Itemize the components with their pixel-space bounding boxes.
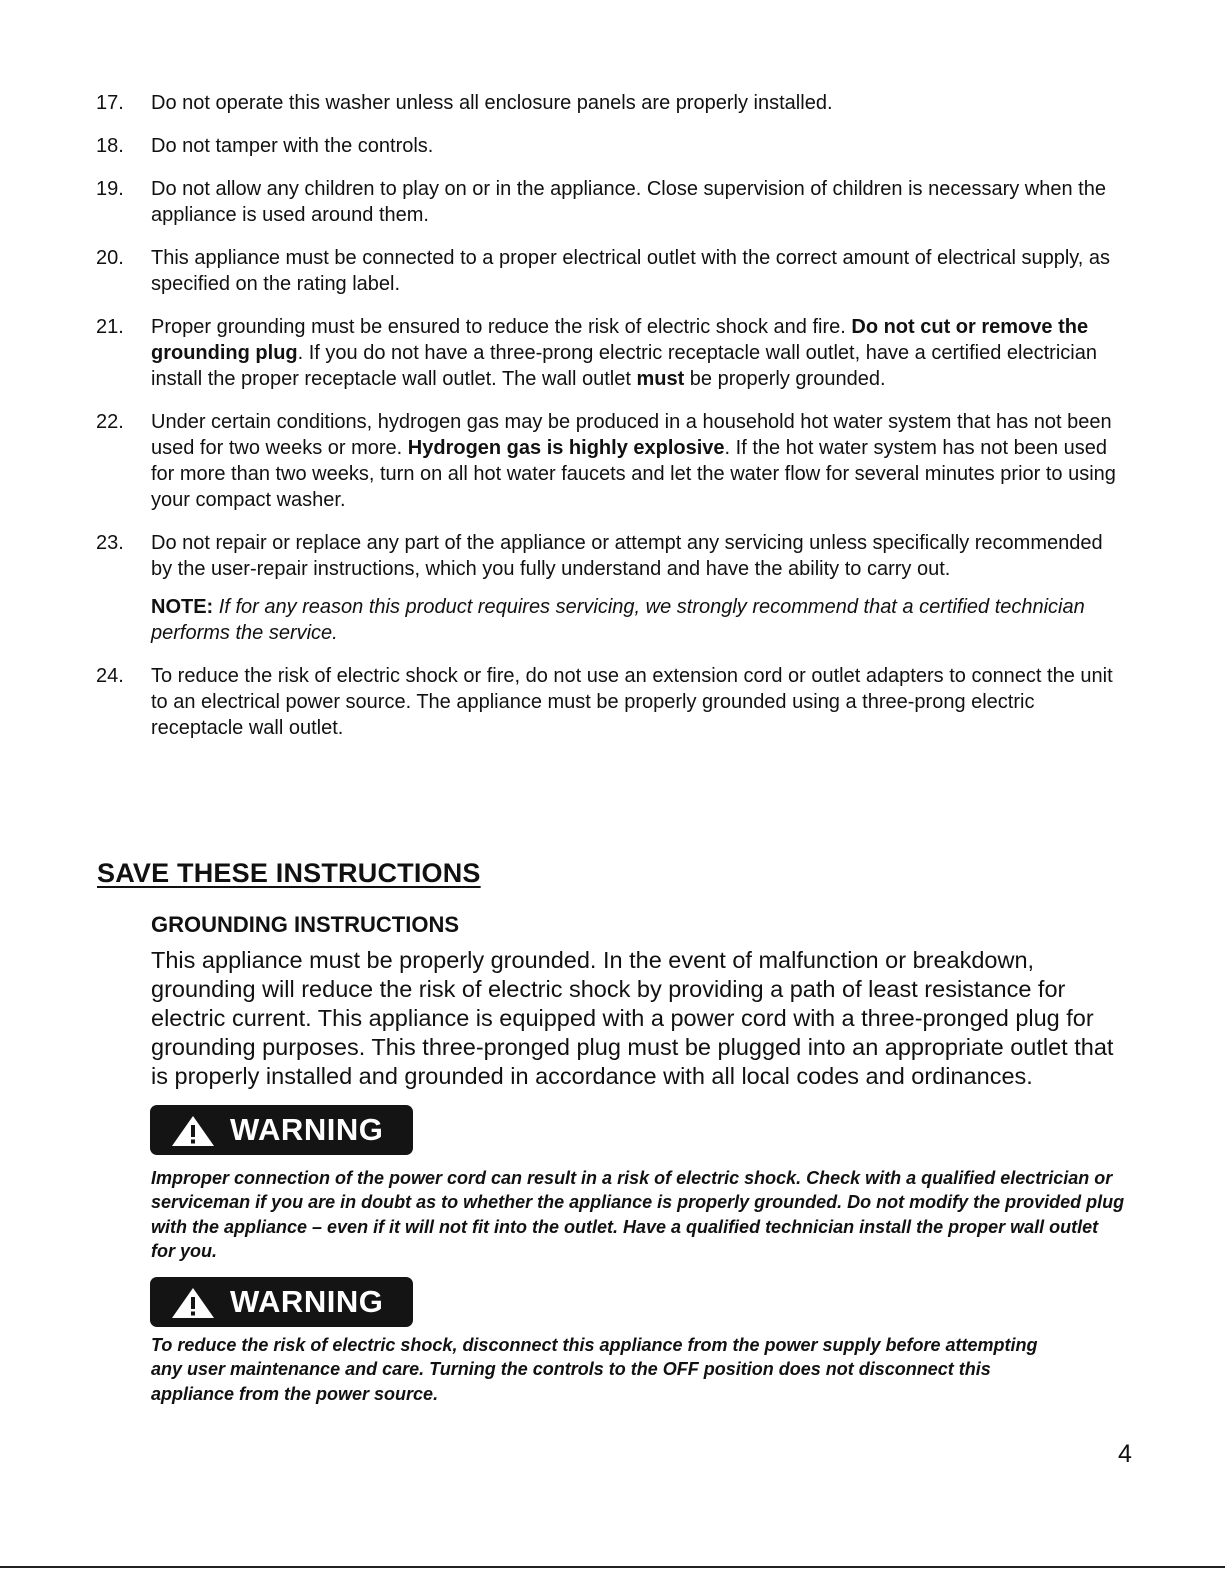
item-text: Under certain conditions, hydrogen gas may be produced in a household hot water system that has not been used for two weeks or more. Hydrogen gas is highly explosive. If the hot water system has not been used for more than two weeks, turn on all hot water faucets and let the water flow for several minutes prior to using your compact washer.: [151, 411, 1116, 511]
warning-text: Improper connection of the power cord can result in a risk of electric shock. Check with a qualified electrician or serviceman if you are in doubt as to whether the appliance is properly grounded. Do not modify the provided plug with the appliance – even if it will not fit into the outlet. Have a qualified technician install the proper wall outlet for you.: [151, 1168, 1125, 1261]
item-number: 19.: [96, 178, 124, 200]
safety-instructions-list: [96, 90, 1126, 758]
item-number: 21.: [96, 316, 124, 338]
grounding-heading: GROUNDING INSTRUCTIONS: [151, 912, 459, 937]
list-item: [96, 176, 1126, 228]
warning-text: To reduce the risk of electric shock, disconnect this appliance from the power supply before attempting any user maintenance and care. Turning the controls to the OFF position does not disconnect this appliance from the power source.: [151, 1335, 1038, 1404]
item-number: 23.: [96, 532, 124, 554]
note-label: NOTE:: [151, 596, 214, 618]
warning-badge: [150, 1277, 413, 1327]
warning-label: WARNING: [230, 1284, 384, 1319]
item-number: 17.: [96, 92, 124, 114]
warning-badge: [150, 1105, 413, 1155]
list-item: [96, 245, 1126, 297]
service-note: [96, 594, 1126, 646]
warning-triangle-icon: [170, 1286, 216, 1320]
item-number: 18.: [96, 135, 124, 157]
list-item: [96, 314, 1126, 392]
item-text: Do not allow any children to play on or in the appliance. Close supervision of children is necessary when the appliance is used around them.: [151, 178, 1106, 226]
page-bottom-rule: [0, 1566, 1225, 1568]
warning-label: WARNING: [230, 1112, 384, 1147]
grounding-paragraph: This appliance must be properly grounded. In the event of malfunction or breakdown, grounding will reduce the risk of electric shock by providing a path of least resistance for electric current. This appliance is equipped with a power cord with a three-pronged plug for grounding purposes. This three-pronged plug must be plugged into an appropriate outlet that is properly installed and grounded in accordance with all local codes and ordinances.: [151, 947, 1114, 1089]
item-number: 24.: [96, 665, 124, 687]
list-item: [96, 530, 1126, 582]
item-text: Do not repair or replace any part of the appliance or attempt any servicing unless specifically recommended by the user-repair instructions, which you fully understand and have the ability to carry out.: [151, 532, 1103, 580]
warning-triangle-icon: [170, 1114, 216, 1148]
item-text: Do not tamper with the controls.: [151, 135, 434, 157]
item-text: Do not operate this washer unless all enclosure panels are properly installed.: [151, 92, 833, 114]
item-text: To reduce the risk of electric shock or fire, do not use an extension cord or outlet adapters to connect the unit to an electrical power source. The appliance must be properly grounded using a three-prong electric receptacle wall outlet.: [151, 665, 1113, 739]
item-number: 22.: [96, 411, 124, 433]
list-item: [96, 409, 1126, 513]
list-item: [96, 663, 1126, 741]
list-item: [96, 90, 1126, 116]
page-number: 4: [1118, 1440, 1132, 1468]
list-item: [96, 133, 1126, 159]
item-text: This appliance must be connected to a proper electrical outlet with the correct amount of electrical supply, as specified on the rating label.: [151, 247, 1111, 295]
item-text: Proper grounding must be ensured to reduce the risk of electric shock and fire. Do not cut or remove the grounding plug. If you do not have a three-prong electric receptacle wall outlet, have a certified electrician install the proper receptacle wall outlet. The wall outlet must be properly grounded.: [151, 316, 1097, 390]
item-number: 20.: [96, 247, 124, 269]
save-instructions-heading: SAVE THESE INSTRUCTIONS: [97, 858, 481, 888]
note-text: If for any reason this product requires servicing, we strongly recommend that a certified technician performs the service.: [151, 596, 1085, 644]
